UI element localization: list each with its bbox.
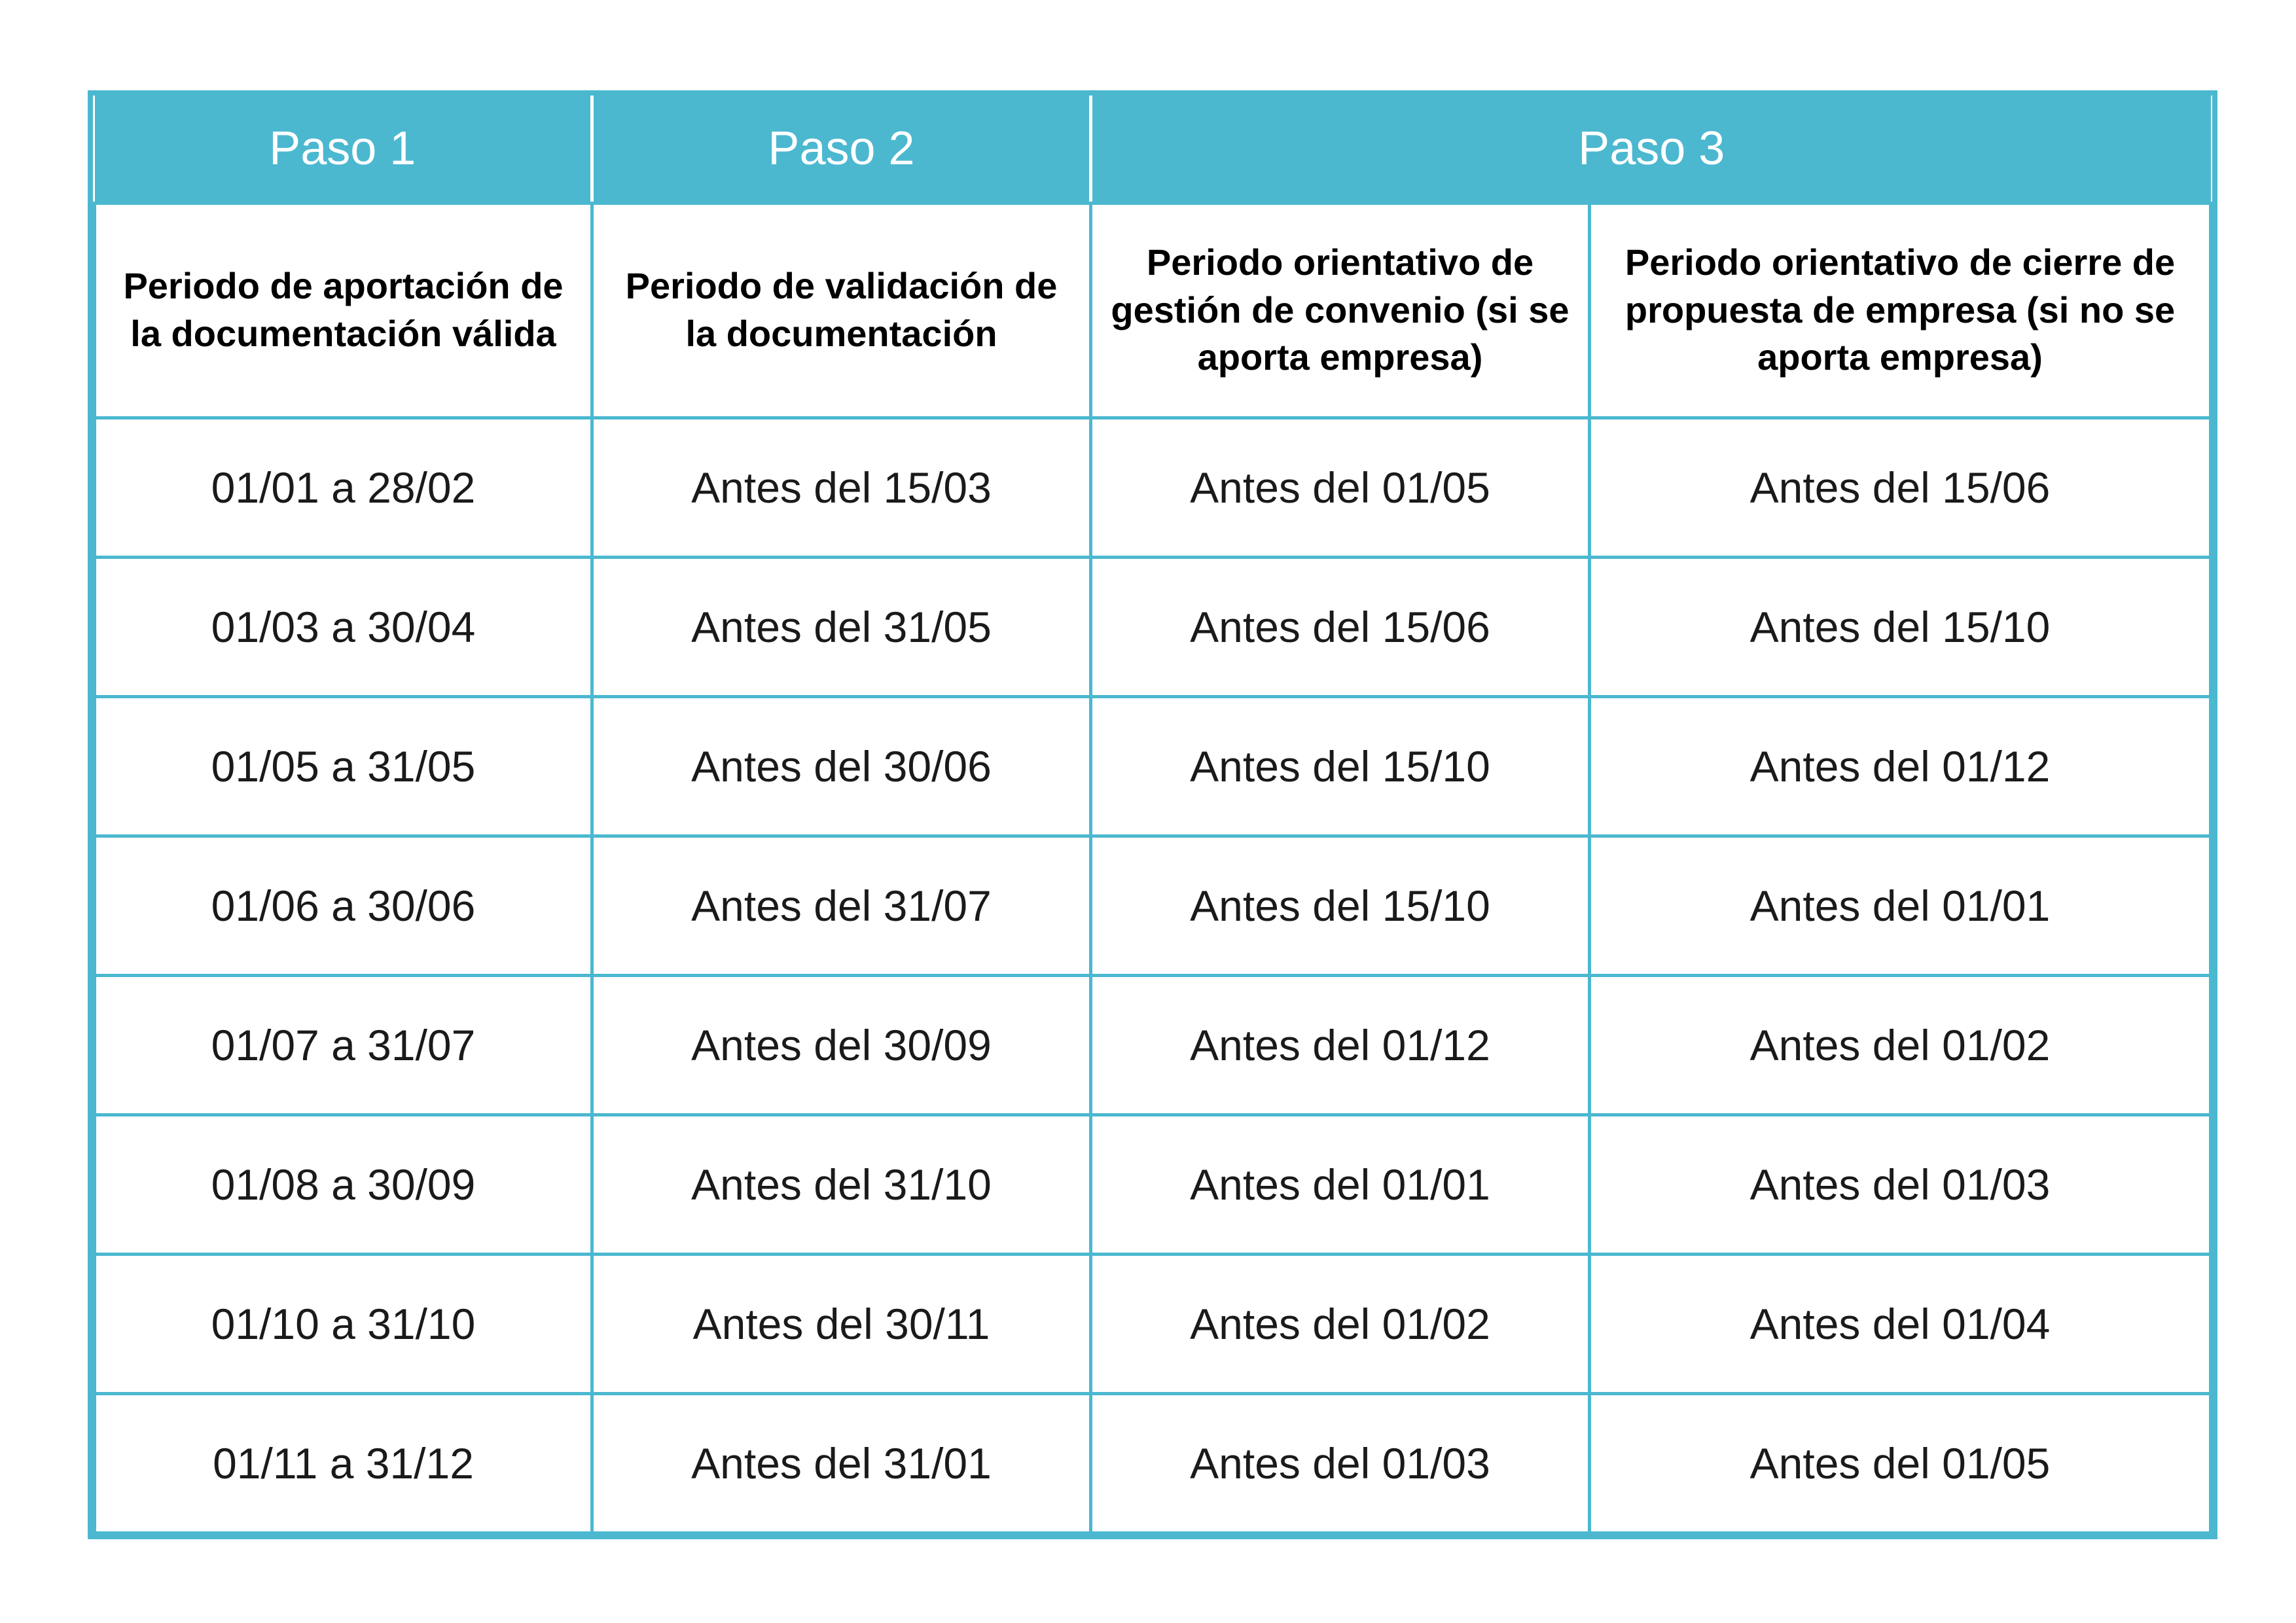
table-cell: Antes del 30/06 <box>592 696 1091 836</box>
table-cell: Antes del 15/10 <box>1091 836 1590 975</box>
table-cell: 01/03 a 30/04 <box>95 557 592 696</box>
table-cell: 01/11 a 31/12 <box>95 1393 592 1533</box>
table-cell: Antes del 01/05 <box>1590 1393 2211 1533</box>
column-headings-row <box>95 203 2211 418</box>
table-cell: Antes del 31/10 <box>592 1115 1091 1254</box>
table-cell: Antes del 15/10 <box>1091 696 1590 836</box>
step-1-header: Paso 1 <box>95 96 592 203</box>
table-cell: Antes del 01/01 <box>1590 836 2211 975</box>
table-row <box>95 836 2211 975</box>
table-cell: Antes del 15/06 <box>1590 418 2211 557</box>
table-row <box>95 696 2211 836</box>
step-3-header: Paso 3 <box>1091 96 2211 203</box>
table-row <box>95 557 2211 696</box>
table-cell: Antes del 15/03 <box>592 418 1091 557</box>
table-cell: Antes del 31/05 <box>592 557 1091 696</box>
column-heading: Periodo orientativo de cierre de propuesta de empresa (si no se aporta empresa) <box>1590 203 2211 418</box>
table-cell: 01/05 a 31/05 <box>95 696 592 836</box>
table-cell: Antes del 01/12 <box>1091 975 1590 1115</box>
table-cell: Antes del 30/11 <box>592 1254 1091 1393</box>
table-cell: 01/10 a 31/10 <box>95 1254 592 1393</box>
table-row <box>95 1254 2211 1393</box>
table-cell: Antes del 01/02 <box>1091 1254 1590 1393</box>
table-cell: Antes del 01/01 <box>1091 1115 1590 1254</box>
table-cell: Antes del 31/01 <box>592 1393 1091 1533</box>
table-cell: Antes del 01/02 <box>1590 975 2211 1115</box>
table-cell: Antes del 01/03 <box>1091 1393 1590 1533</box>
table-cell: 01/06 a 30/06 <box>95 836 592 975</box>
table-cell: Antes del 30/09 <box>592 975 1091 1115</box>
step-2-header: Paso 2 <box>592 96 1091 203</box>
table-cell: Antes del 15/10 <box>1590 557 2211 696</box>
table-cell: Antes del 01/04 <box>1590 1254 2211 1393</box>
table-cell: Antes del 01/12 <box>1590 696 2211 836</box>
table-cell: Antes del 01/05 <box>1091 418 1590 557</box>
table-cell: Antes del 15/06 <box>1091 557 1590 696</box>
table-cell: 01/07 a 31/07 <box>95 975 592 1115</box>
column-heading: Periodo de validación de la documentación <box>592 203 1091 418</box>
table-cell: Antes del 01/03 <box>1590 1115 2211 1254</box>
table-body <box>95 418 2211 1533</box>
column-heading: Periodo orientativo de gestión de convenio (si se aporta empresa) <box>1091 203 1590 418</box>
schedule-table-frame <box>88 90 2217 1539</box>
schedule-table <box>93 96 2212 1535</box>
table-cell: 01/08 a 30/09 <box>95 1115 592 1254</box>
table-cell: 01/01 a 28/02 <box>95 418 592 557</box>
table-row <box>95 1393 2211 1533</box>
table-row <box>95 418 2211 557</box>
table-cell: Antes del 31/07 <box>592 836 1091 975</box>
column-heading: Periodo de aportación de la documentación válida <box>95 203 592 418</box>
table-row <box>95 1115 2211 1254</box>
table-row <box>95 975 2211 1115</box>
steps-header-row <box>95 96 2211 203</box>
